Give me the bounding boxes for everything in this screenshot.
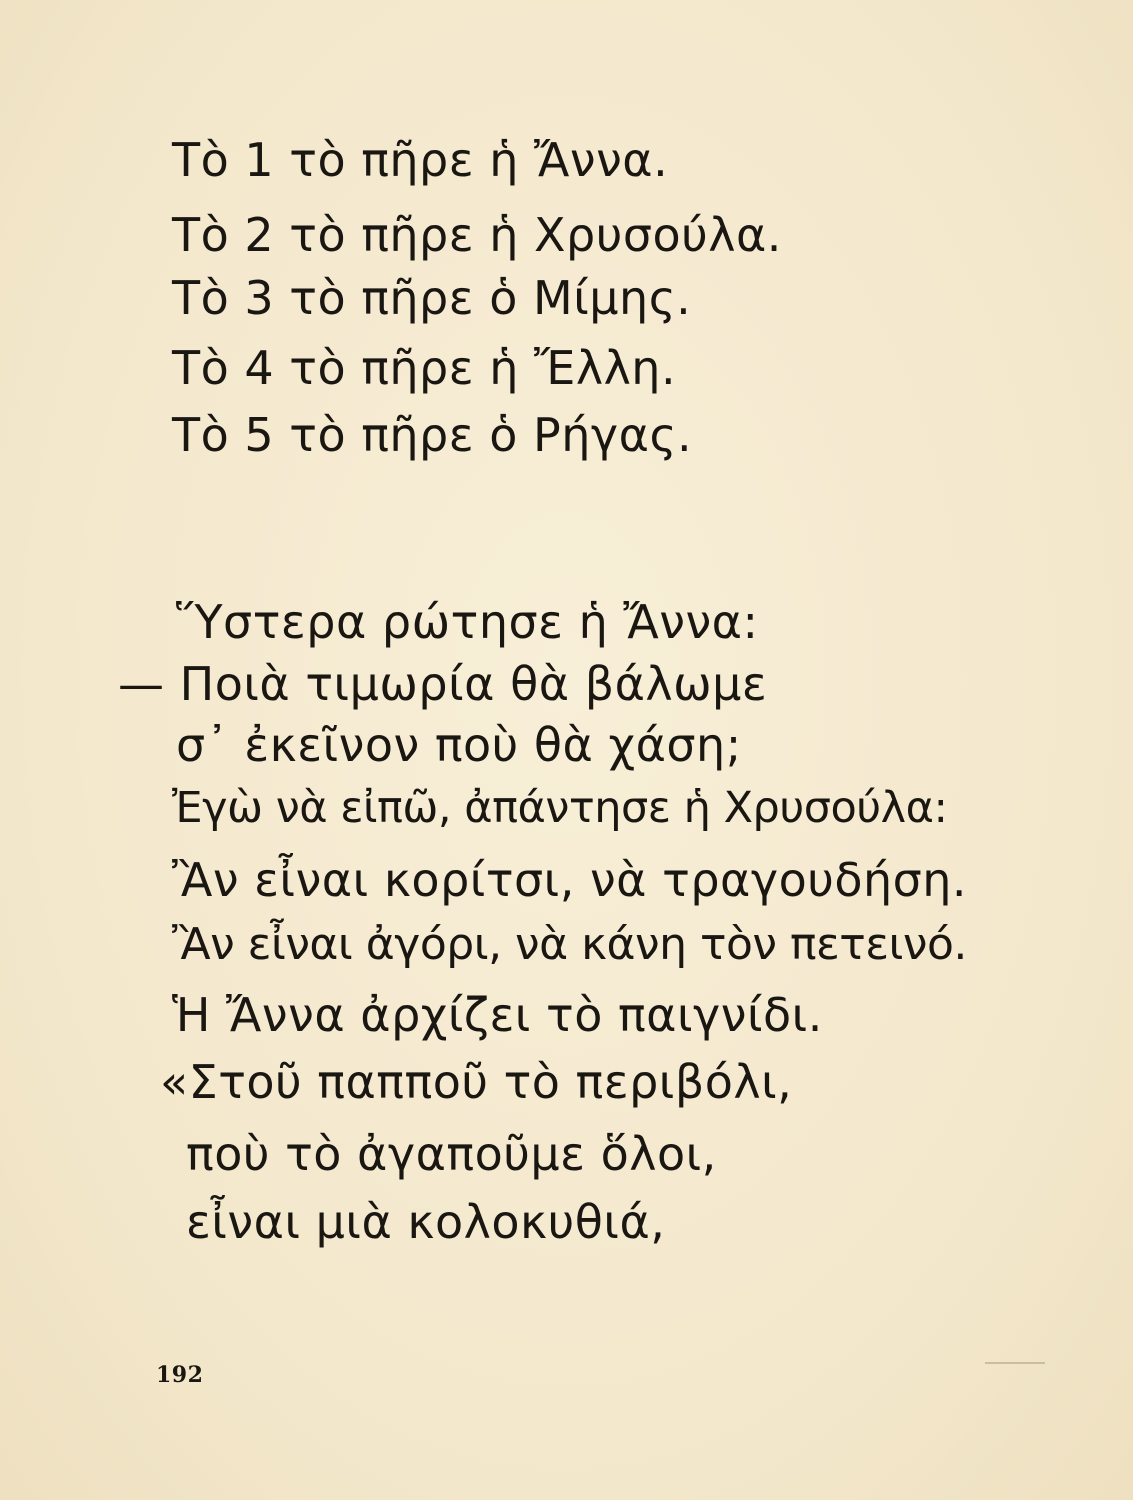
dialogue-line-7: Ἡ Ἄννα ἀρχίζει τὸ παιγνίδι. [172,988,823,1042]
dialogue-line-4: Ἐγὼ νὰ εἰπῶ, ἀπάντησε ἡ Χρυσούλα: [172,783,948,833]
dialogue-line-8: «Στοῦ παπποῦ τὸ περιβόλι, [160,1055,793,1109]
page-edge-mark [985,1362,1045,1364]
dialogue-line-9: ποὺ τὸ ἀγαποῦμε ὅλοι, [186,1127,717,1181]
page-number: 192 [156,1362,204,1388]
dialogue-line-3: σ᾽ ἐκεῖνον ποὺ θὰ χάση; [176,718,742,772]
dialogue-line-1: Ὕστερα ρώτησε ἡ Ἄννα: [176,595,759,649]
dialogue-line-6: Ἂν εἶναι ἀγόρι, νὰ κάνη τὸν πετεινό. [172,919,967,970]
list-line-1: Τὸ 1 τὸ πῆρε ἡ Ἄννα. [172,133,669,187]
list-line-5: Τὸ 5 τὸ πῆρε ὁ Ρήγας. [172,408,693,462]
dialogue-line-10: εἶναι μιὰ κολοκυθιά, [186,1195,666,1249]
dialogue-line-5: Ἂν εἶναι κορίτσι, νὰ τραγουδήση. [172,853,968,907]
list-line-3: Τὸ 3 τὸ πῆρε ὁ Μίμης. [172,271,692,325]
list-line-4: Τὸ 4 τὸ πῆρε ἡ Ἔλλη. [172,341,677,395]
list-line-2: Τὸ 2 τὸ πῆρε ἡ Χρυσούλα. [172,208,782,262]
dialogue-line-2: — Ποιὰ τιμωρία θὰ βάλωμε [118,657,768,711]
